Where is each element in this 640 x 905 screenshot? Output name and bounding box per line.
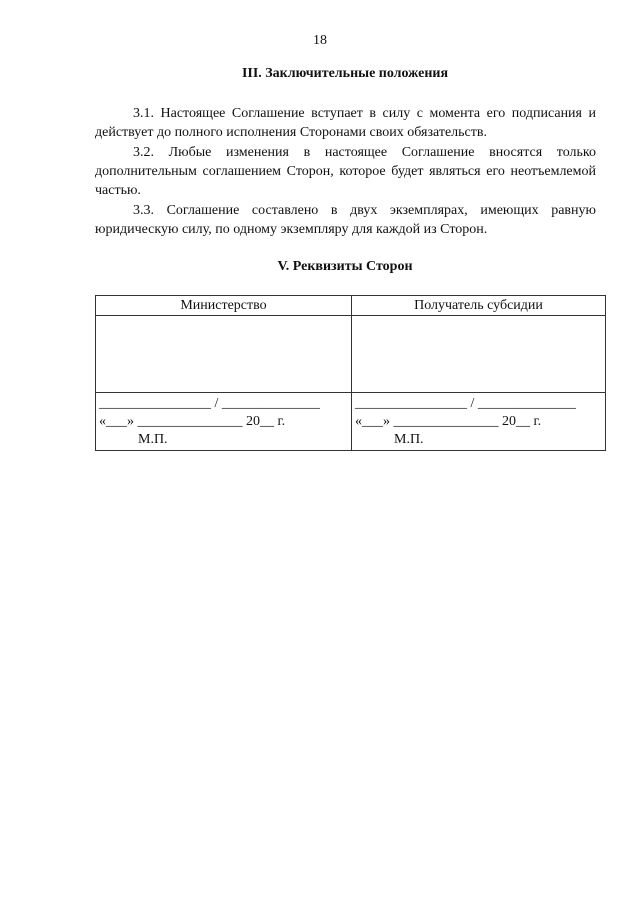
signature-line: ________________ / ______________ [99,396,320,411]
signature-line: ________________ / ______________ [355,396,576,411]
requisites-column-ministry [96,296,352,450]
paragraph-3-2: 3.2. Любые изменения в настоящее Соглашение вносятся только дополнительным соглашением Сторон, которое будет являться его неотъемлемой частью. [95,145,596,198]
section-3-title: III. Заключительные положения [241,66,449,81]
stamp-placeholder: М.П. [394,432,424,447]
requisites-blank-area [96,316,351,393]
date-line: «___» _______________ 20__ г. [99,414,286,429]
section-5-title: V. Реквизиты Сторон [277,259,413,274]
page-number: 18 [313,33,327,48]
column-header-recipient: Получатель субсидии [352,296,605,316]
paragraph-3-1: 3.1. Настоящее Соглашение вступает в силу с момента его подписания и действует до полного исполнения Сторонами своих обязательств. [95,106,596,140]
date-line: «___» _______________ 20__ г. [355,414,542,429]
requisites-table [95,295,606,451]
stamp-placeholder: М.П. [138,432,168,447]
requisites-blank-area [352,316,605,393]
column-header-ministry: Министерство [96,296,351,316]
requisites-column-recipient [352,296,605,450]
paragraph-3-3: 3.3. Соглашение составлено в двух экземплярах, имеющих равную юридическую силу, по одному экземпляру для каждой из Сторон. [95,203,596,237]
